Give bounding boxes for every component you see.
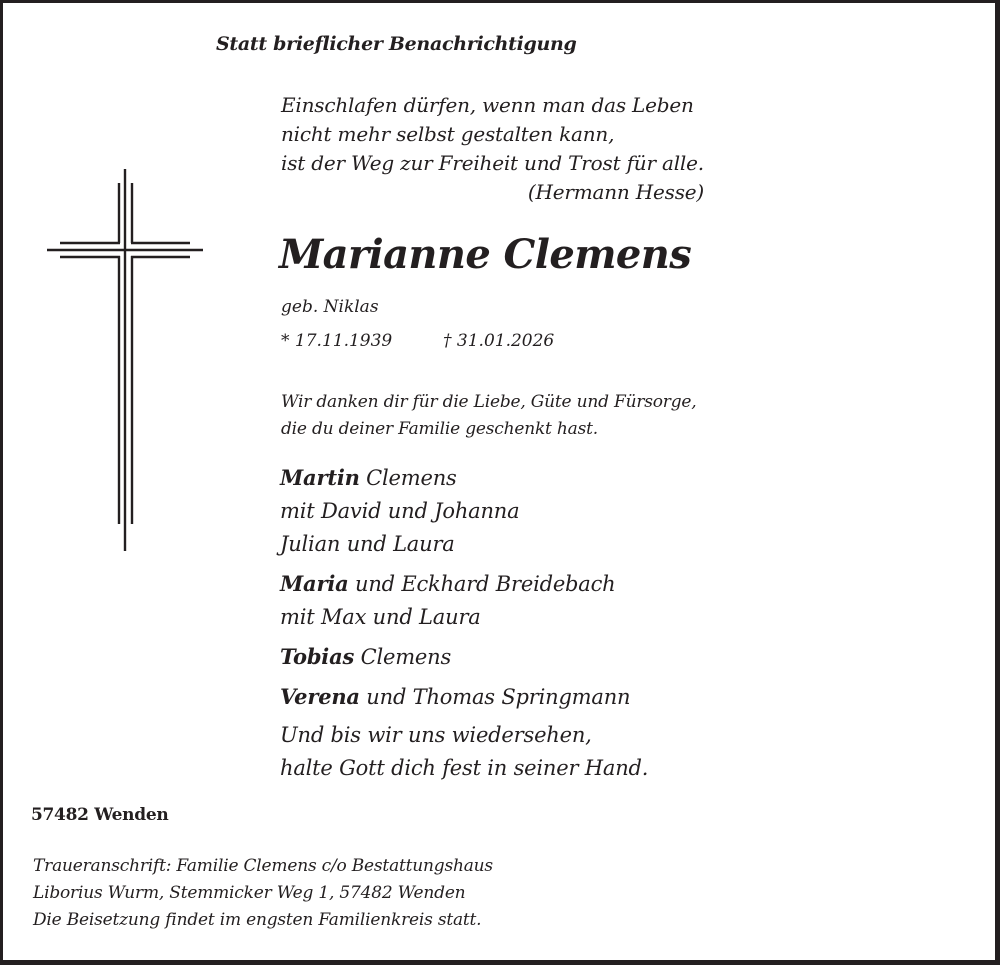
family-line: [280, 461, 630, 495]
address-line: Traueranschrift: Familie Clemens c/o Bestattungshaus: [33, 856, 493, 876]
poem-quote: [281, 91, 704, 207]
family-rest: und Eckhard Breidebach: [348, 572, 616, 596]
family-line: [280, 640, 630, 674]
thanks-line: die du deiner Familie geschenkt hast.: [281, 419, 598, 439]
family-line: mit Max und Laura: [280, 605, 481, 629]
poem-line: ist der Weg zur Freiheit und Trost für alle.: [281, 151, 704, 175]
thanks-line: Wir danken dir für die Liebe, Güte und Fürsorge,: [281, 392, 697, 412]
family-first-name: Verena: [280, 684, 360, 709]
family-rest: Clemens: [359, 466, 457, 490]
address-line: Die Beisetzung findet im engsten Familienkreis statt.: [33, 910, 482, 930]
maiden-name: geb. Niklas: [281, 297, 379, 317]
family-first-name: Maria: [280, 571, 349, 596]
mourning-address: [33, 853, 493, 934]
cross-icon: [43, 163, 213, 563]
closing-verse: [280, 719, 648, 785]
poem-author: (Hermann Hesse): [527, 180, 704, 204]
intro-heading: Statt brieflicher Benachrichtigung: [216, 33, 577, 55]
closing-line: halte Gott dich fest in seiner Hand.: [280, 756, 649, 780]
deceased-name: Marianne Clemens: [279, 231, 692, 278]
family-group: [280, 680, 630, 714]
birth-date: * 17.11.1939: [281, 331, 393, 351]
family-line: mit David und Johanna: [280, 499, 520, 523]
death-date: † 31.01.2026: [443, 331, 555, 351]
family-first-name: Martin: [280, 465, 360, 490]
family-line: Julian und Laura: [280, 532, 455, 556]
closing-line: Und bis wir uns wiedersehen,: [280, 723, 592, 747]
family-group: [280, 567, 630, 634]
address-line: Liborius Wurm, Stemmicker Weg 1, 57482 Wenden: [33, 883, 466, 903]
family-rest: Clemens: [354, 645, 452, 669]
family-line: [280, 680, 630, 714]
family-group: [280, 461, 630, 561]
family-line: [280, 567, 630, 601]
family-group: [280, 640, 630, 674]
family-list: [280, 461, 630, 720]
family-first-name: Tobias: [280, 644, 355, 669]
thanks-text: [281, 389, 696, 443]
city-label: 57482 Wenden: [31, 805, 169, 825]
poem-line: nicht mehr selbst gestalten kann,: [281, 122, 615, 146]
family-rest: und Thomas Springmann: [359, 685, 631, 709]
poem-line: Einschlafen dürfen, wenn man das Leben: [281, 93, 694, 117]
